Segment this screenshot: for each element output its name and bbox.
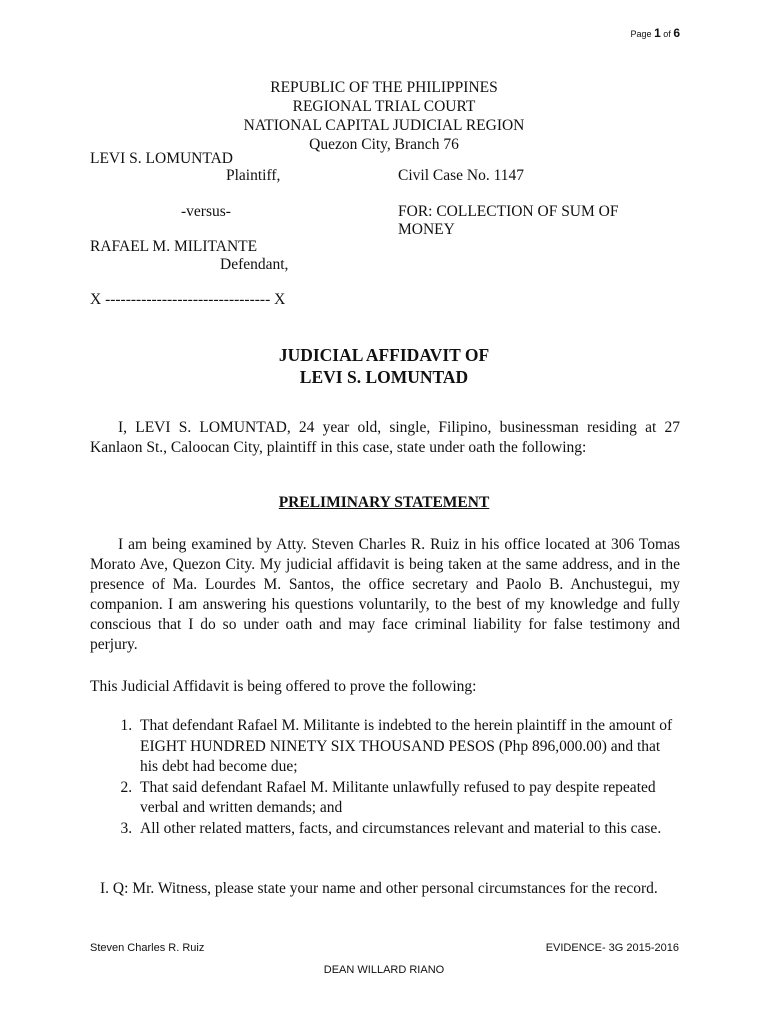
page-label: Page — [630, 29, 652, 39]
court-line-4: Quezon City, Branch 76 — [309, 136, 459, 153]
page-current: 1 — [654, 26, 661, 40]
court-line-3: NATIONAL CAPITAL JUDICIAL REGION — [243, 117, 525, 134]
list-item: 1. That defendant Rafael M. Militante is indebted to the herein plaintiff in the amount of EIGHT HUNDRED NINETY SIX THOUSAND PESOS (Php 896,000.00) and that his debt had become due; — [136, 716, 680, 778]
document-title — [0, 344, 768, 388]
page-number — [631, 26, 680, 40]
question-1: I. Q: Mr. Witness, please state your name and other personal circumstances for the record. — [100, 880, 658, 897]
defendant-role: Defendant, — [220, 256, 289, 273]
page-total: 6 — [673, 26, 680, 40]
case-number: Civil Case No. 1147 — [398, 167, 525, 184]
court-line-1: REPUBLIC OF THE PHILIPPINES — [270, 79, 498, 96]
title-line-1: JUDICIAL AFFIDAVIT OF — [278, 345, 490, 365]
court-header — [0, 78, 768, 154]
case-nature-line-1: FOR: COLLECTION OF SUM OF — [398, 203, 619, 220]
preliminary-heading: PRELIMINARY STATEMENT — [278, 494, 490, 511]
offer-paragraph: This Judicial Affidavit is being offered to prove the following: — [90, 678, 477, 695]
caption-separator: X -------------------------------- X — [90, 291, 286, 308]
plaintiff-role: Plaintiff, — [226, 167, 281, 184]
case-nature-line-2: MONEY — [398, 221, 455, 238]
plaintiff-name: LEVI S. LOMUNTAD — [90, 150, 233, 167]
footer-center: DEAN WILLARD RIANO — [323, 964, 445, 976]
court-line-2: REGIONAL TRIAL COURT — [292, 98, 476, 115]
defendant-name: RAFAEL M. MILITANTE — [90, 238, 258, 255]
list-item: 2. That said defendant Rafael M. Militante unlawfully refused to pay despite repeated verbal and written demands; and — [136, 778, 680, 819]
footer-left: Steven Charles R. Ruiz — [90, 942, 205, 954]
footer-right: EVIDENCE- 3G 2015-2016 — [545, 942, 679, 954]
purposes-list — [90, 716, 680, 839]
title-line-2: LEVI S. LOMUNTAD — [299, 367, 469, 387]
preliminary-paragraph: I am being examined by Atty. Steven Charles R. Ruiz in his office located at 306 Tomas Morato Ave, Quezon City. My judicial affidavit is being taken at the same address, and in the presence of Ma. Lourdes M. Santos, the office secretary and Paolo B. Anchustegui, my companion. I am answering his questions voluntarily, to the best of my knowledge and fully conscious that I do so under oath and may face criminal liability for false testimony and perjury. — [90, 536, 680, 653]
intro-paragraph: I, LEVI S. LOMUNTAD, 24 year old, single, Filipino, businessman residing at 27 Kanlaon St., Caloocan City, plaintiff in this case, state under oath the following: — [90, 419, 680, 456]
page-of: of — [663, 29, 671, 39]
versus-label: -versus- — [181, 203, 231, 220]
list-item: 3. All other related matters, facts, and circumstances relevant and material to this case. — [136, 819, 680, 840]
